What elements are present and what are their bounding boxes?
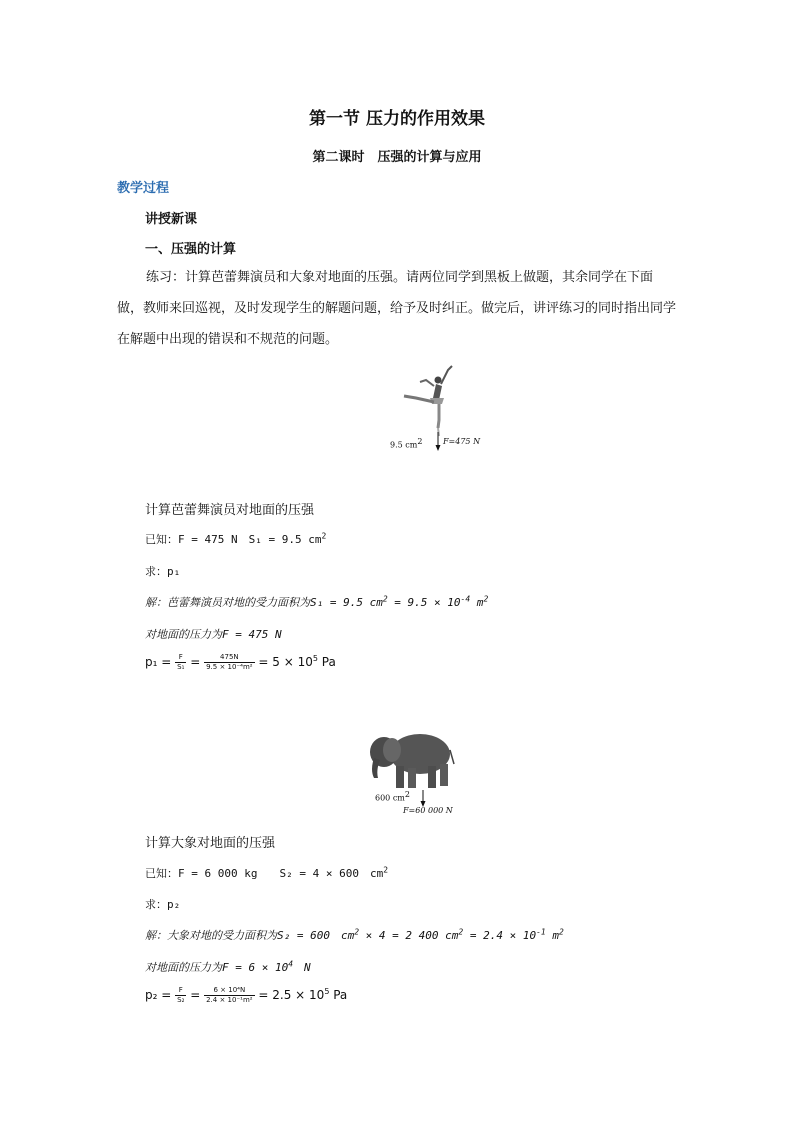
- dancer-force-arrow: [437, 432, 439, 450]
- fraction-f-over-s2: $\frac{F}{\text{S₂}}$: [177, 986, 185, 1004]
- dancer-heading: 计算芭蕾舞演员对地面的压强: [145, 503, 315, 518]
- page-title: 第一节 压力的作用效果: [309, 109, 485, 129]
- dancer-area-label: 9.5 $cm^2$: [390, 437, 423, 450]
- fraction-elephant-values: $\frac{\text{6 × 10⁴N}}{\text{2.4 × 10⁻¹m²}}$: [206, 986, 253, 1004]
- dancer-force-label: F=475 N: [443, 437, 481, 446]
- topic-heading: 一、压强的计算: [145, 242, 237, 257]
- elephant-pressure-force: 对地面的压力为$F = 6 \times 10^4$ N: [145, 959, 311, 974]
- elephant-figure: [362, 728, 462, 792]
- page-subtitle: 第二课时 压强的计算与应用: [312, 150, 482, 165]
- section-label: 教学过程: [117, 181, 170, 196]
- elephant-solution: 解：大象对地的受力面积为S₂ = 600 $cm^2 \times 4 = 2$ 400 $cm^2 = 2.4 \times 10^{-1}$ $m^2$: [145, 927, 564, 942]
- elephant-heading: 计算大象对地面的压强: [145, 836, 276, 851]
- elephant-formula: p₂ = $\frac{F}{\text{S₂}}$ = $\frac{\text{6 × 10⁴N}}{\text{2.4 × 10⁻¹m²}}$ = $2.5 \times 10^5$ Pa: [145, 986, 348, 1004]
- elephant-area-label: 600 $cm^2$: [375, 790, 410, 803]
- elephant-known: 已知：F = 6 000 kg S₂ = 4 × 600 $cm^2$: [145, 865, 389, 880]
- fraction-dancer-values: $\frac{475N}{\text{9.5 × 10⁻⁴m²}}$: [206, 653, 253, 671]
- exercise-paragraph: 练习：计算芭蕾舞演员和大象对地面的压强。请两位同学到黑板上做题，其余同学在下面做，教师来回巡视，及时发现学生的解题问题，给予及时纠正。做完后，讲评练习的同时指出同学在解题中出现的错误和不规范的问题。: [117, 270, 677, 347]
- dancer-pressure-force: 对地面的压力为F = 475 N: [145, 628, 282, 641]
- dancer-formula: p₁ = $\frac{F}{\text{S₁}}$ = $\frac{475N}{\text{9.5 × 10⁻⁴m²}}$ = $5 \times 10^5$ Pa: [145, 653, 336, 671]
- lesson-type: 讲授新课: [145, 212, 198, 227]
- fraction-f-over-s1: $\frac{F}{\text{S₁}}$: [177, 653, 185, 671]
- elephant-force-label: F=60 000 N: [403, 806, 453, 815]
- dancer-solution: 解：芭蕾舞演员对地的受力面积为S₁ = 9.5 $cm^2 = 9.5 \times 10^{-4}$ $m^2$: [145, 594, 489, 609]
- dancer-known: 已知：F = 475 N S₁ = 9.5 $cm^2$: [145, 531, 327, 546]
- dancer-find: 求：p₁: [145, 565, 181, 578]
- elephant-find: 求：p₂: [145, 898, 181, 911]
- elephant-illustration: [362, 728, 462, 792]
